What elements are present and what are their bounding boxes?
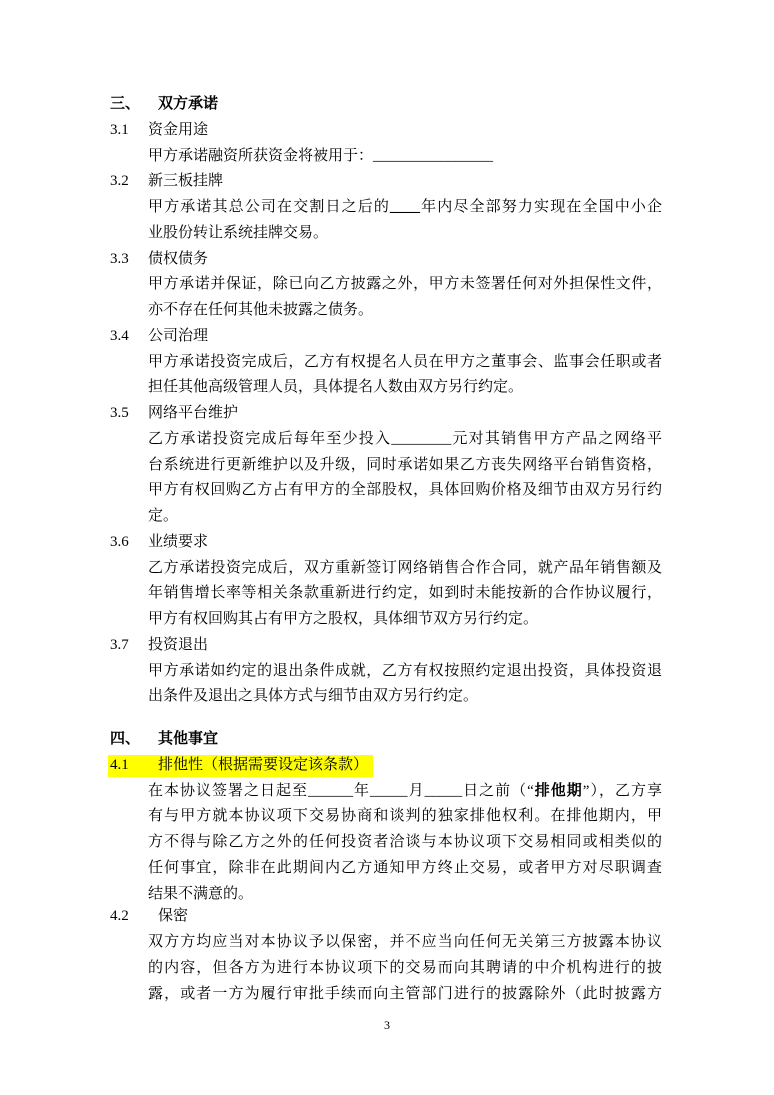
body-line xyxy=(148,195,662,221)
clause-number: 3.4 xyxy=(110,327,129,344)
clause-title: 资金用途 xyxy=(148,121,209,138)
body-line: 结果不满意的。 xyxy=(148,885,254,902)
body-line: 甲方有权回购其占有甲方之股权，具体细节双方另行约定。 xyxy=(148,611,539,627)
clause-heading-4-2 xyxy=(0,904,774,930)
clause-title: 投资退出 xyxy=(148,636,209,653)
body-line: 亦不存在任何其他未披露之债务。 xyxy=(148,302,374,318)
section-title: 其他事宜 xyxy=(158,731,219,747)
clause-title: 债权债务 xyxy=(148,250,209,267)
body-line: 甲方承诺投资完成后，乙方有权提名人员在甲方之董事会、监事会任职或者 xyxy=(148,353,662,370)
section-heading xyxy=(0,727,774,753)
body-line: 出条件及退出之具体方式与细节由双方另行约定。 xyxy=(148,688,479,705)
clause-heading-3-2 xyxy=(0,169,774,195)
section-number: 三、 xyxy=(110,96,141,112)
body-line: 业股份转让系统挂牌交易。 xyxy=(148,224,329,241)
clause-heading-3-5 xyxy=(0,401,774,427)
section-commitments xyxy=(0,92,774,710)
body-line: 甲方承诺如约定的退出条件成就，乙方有权按照约定退出投资，具体投资退 xyxy=(148,662,662,679)
body-text: 甲方承诺其总公司在交割日之后的 xyxy=(148,199,390,215)
page-number: 3 xyxy=(384,1018,390,1032)
section-title: 双方承诺 xyxy=(158,96,219,112)
body-line: 有与甲方就本协议项下交易协商和谈判的独家排他权利。在排他期内，甲 xyxy=(148,808,662,825)
body-line: 露，或者一方为履行审批手续而向主管部门进行的披露除外（此时披露方 xyxy=(148,985,662,1002)
body-line: 任何事宜，除非在此期间内乙方通知甲方终止交易，或者甲方对尽职调查 xyxy=(148,859,662,876)
clause-heading-3-1 xyxy=(0,118,774,144)
body-line: 定。 xyxy=(148,508,179,524)
body-line xyxy=(148,779,662,805)
clause-number: 3.2 xyxy=(110,173,129,190)
body-text: 年内尽全部努力实现在全国中小企 xyxy=(420,199,662,215)
clause-title: 排他性（根据需要设定该条款） xyxy=(158,756,369,773)
clause-number: 3.7 xyxy=(110,636,129,653)
section-heading xyxy=(0,92,774,118)
body-line: 的内容，但各方为进行本协议项下的交易而向其聘请的中介机构进行的披 xyxy=(148,959,662,976)
clause-number: 4.1 xyxy=(110,756,129,773)
clause-heading-3-4 xyxy=(0,324,774,350)
clause-heading-3-7 xyxy=(0,633,774,659)
body-line: 甲方有权回购乙方占有甲方的全部股权，具体回购价格及细节由双方另行约 xyxy=(148,482,662,499)
clause-title: 保密 xyxy=(158,908,189,925)
body-text: ”），乙方享 xyxy=(582,782,662,799)
clause-title: 网络平台维护 xyxy=(148,405,239,421)
clause-number: 3.1 xyxy=(110,121,129,138)
body-line: 年销售增长率等相关条款重新进行约定，如到时未能按新的合作协议履行， xyxy=(148,585,662,602)
clause-number: 3.6 xyxy=(110,533,129,550)
clause-number: 3.3 xyxy=(110,250,129,267)
body-text: 在本协议签署之日起至______年_____月_____日之前（“ xyxy=(148,782,534,799)
body-line: 甲方承诺融资所获资金将被用于：________________ xyxy=(148,147,494,164)
body-line: 甲方承诺并保证，除已向乙方披露之外，甲方未签署任何对外担保性文件， xyxy=(148,276,662,293)
clause-title: 公司治理 xyxy=(148,327,209,344)
clause-heading-3-3 xyxy=(0,247,774,273)
clause-number: 4.2 xyxy=(110,908,129,925)
section-number: 四、 xyxy=(110,731,141,747)
body-line: 担任其他高级管理人员，具体提名人数由双方另行约定。 xyxy=(148,379,524,396)
clause-number: 3.5 xyxy=(110,405,129,421)
body-line: 台系统进行更新维护以及升级，同时承诺如果乙方丧失网络平台销售资格， xyxy=(148,456,662,473)
defined-term: 排他期 xyxy=(533,782,583,799)
section-other-matters xyxy=(0,727,774,1007)
body-line: 乙方承诺投资完成后每年至少投入________元对其销售甲方产品之网络平 xyxy=(148,430,662,447)
clause-heading-3-6 xyxy=(0,530,774,556)
body-line: 乙方承诺投资完成后，双方重新签订网络销售合作合同，就产品年销售额及 xyxy=(148,559,662,576)
body-line: 方不得与除乙方之外的任何投资者洽谈与本协议项下交易相同或相类似的 xyxy=(148,834,662,850)
clause-heading-4-1 xyxy=(0,753,774,779)
clause-title: 新三板挂牌 xyxy=(148,173,224,190)
blank-field: ____ xyxy=(390,199,420,215)
body-line: 双方方均应当对本协议予以保密，并不应当向任何无关第三方披露本协议 xyxy=(148,934,662,950)
clause-title: 业绩要求 xyxy=(148,533,209,550)
